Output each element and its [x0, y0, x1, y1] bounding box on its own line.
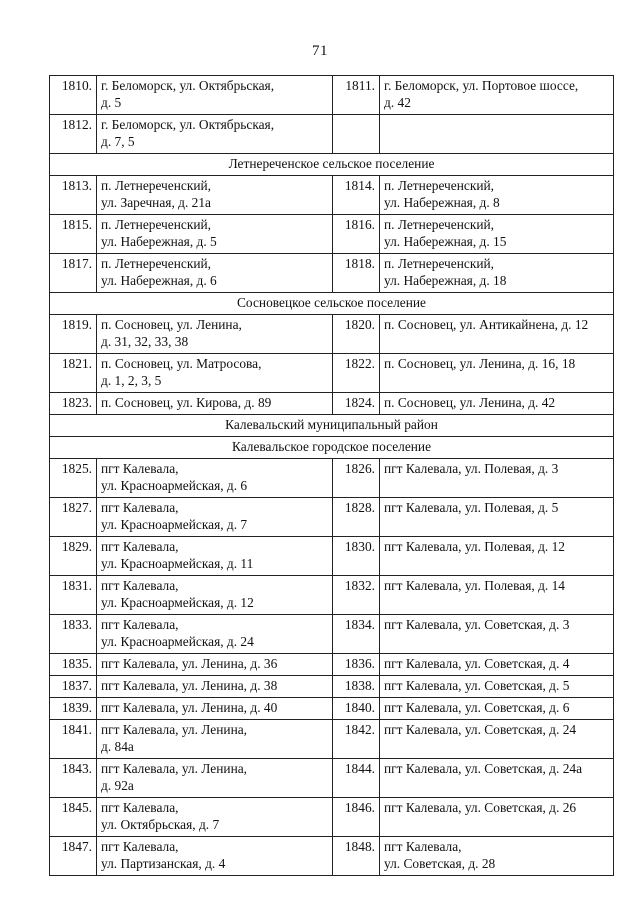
- entry-address: пгт Калевала, ул. Ленина, д. 92а: [97, 759, 333, 798]
- entry-number: 1820.: [333, 315, 380, 354]
- section-title: Калевальское городское поселение: [50, 437, 614, 459]
- table-row: [50, 115, 614, 154]
- entry-address: пгт Калевала, ул. Советская, д. 6: [380, 698, 614, 720]
- entry-address: п. Сосновец, ул. Ленина, д. 31, 32, 33, 38: [97, 315, 333, 354]
- table-row: [50, 676, 614, 698]
- table-row: [50, 498, 614, 537]
- entry-number: 1827.: [50, 498, 97, 537]
- entry-address: пгт Калевала, ул. Советская, д. 24а: [380, 759, 614, 798]
- entry-number: 1841.: [50, 720, 97, 759]
- entry-number: 1811.: [333, 76, 380, 115]
- entry-number: 1842.: [333, 720, 380, 759]
- entry-number: 1822.: [333, 354, 380, 393]
- entry-number: 1847.: [50, 837, 97, 876]
- entry-number: 1819.: [50, 315, 97, 354]
- entry-number: 1825.: [50, 459, 97, 498]
- address-table-body: [50, 76, 614, 876]
- section-header-row: [50, 415, 614, 437]
- entry-number: 1824.: [333, 393, 380, 415]
- table-row: [50, 576, 614, 615]
- section-header-row: [50, 437, 614, 459]
- entry-address: пгт Калевала, ул. Ленина, д. 40: [97, 698, 333, 720]
- entry-address: п. Сосновец, ул. Антикайнена, д. 12: [380, 315, 614, 354]
- entry-address: пгт Калевала, ул. Ленина, д. 36: [97, 654, 333, 676]
- entry-address: пгт Калевала, ул. Полевая, д. 5: [380, 498, 614, 537]
- entry-number: 1829.: [50, 537, 97, 576]
- entry-number: 1826.: [333, 459, 380, 498]
- entry-number: 1821.: [50, 354, 97, 393]
- section-header-row: [50, 293, 614, 315]
- page-number: 71: [312, 43, 328, 59]
- entry-number: 1823.: [50, 393, 97, 415]
- entry-number: 1846.: [333, 798, 380, 837]
- entry-address: п. Летнереченский, ул. Набережная, д. 8: [380, 176, 614, 215]
- entry-number: 1828.: [333, 498, 380, 537]
- entry-number: 1833.: [50, 615, 97, 654]
- entry-number: 1810.: [50, 76, 97, 115]
- table-row: [50, 176, 614, 215]
- entry-address: пгт Калевала, ул. Полевая, д. 14: [380, 576, 614, 615]
- entry-number: 1838.: [333, 676, 380, 698]
- table-row: [50, 615, 614, 654]
- table-row: [50, 798, 614, 837]
- table-row: [50, 315, 614, 354]
- section-title: Сосновецкое сельское поселение: [50, 293, 614, 315]
- entry-number: 1812.: [50, 115, 97, 154]
- table-row: [50, 76, 614, 115]
- address-table: [49, 75, 614, 876]
- entry-address: пгт Калевала, ул. Советская, д. 26: [380, 798, 614, 837]
- entry-address: п. Летнереченский, ул. Набережная, д. 15: [380, 215, 614, 254]
- entry-number: 1813.: [50, 176, 97, 215]
- table-row: [50, 837, 614, 876]
- entry-address: пгт Калевала, ул. Советская, д. 28: [380, 837, 614, 876]
- entry-number: 1835.: [50, 654, 97, 676]
- entry-number: 1818.: [333, 254, 380, 293]
- entry-address: г. Беломорск, ул. Портовое шоссе, д. 42: [380, 76, 614, 115]
- entry-number: 1836.: [333, 654, 380, 676]
- table-row: [50, 759, 614, 798]
- entry-address: пгт Калевала, ул. Полевая, д. 3: [380, 459, 614, 498]
- entry-number: 1837.: [50, 676, 97, 698]
- section-title: Летнереченское сельское поселение: [50, 154, 614, 176]
- table-row: [50, 459, 614, 498]
- entry-address: пгт Калевала, ул. Советская, д. 24: [380, 720, 614, 759]
- table-row: [50, 215, 614, 254]
- table-row: [50, 698, 614, 720]
- entry-number: 1839.: [50, 698, 97, 720]
- entry-number: 1830.: [333, 537, 380, 576]
- entry-address: пгт Калевала, ул. Красноармейская, д. 11: [97, 537, 333, 576]
- entry-address: г. Беломорск, ул. Октябрьская, д. 7, 5: [97, 115, 333, 154]
- table-row: [50, 393, 614, 415]
- entry-address: пгт Калевала, ул. Красноармейская, д. 7: [97, 498, 333, 537]
- entry-number: 1848.: [333, 837, 380, 876]
- entry-number: 1815.: [50, 215, 97, 254]
- table-row: [50, 720, 614, 759]
- entry-number: [333, 115, 380, 154]
- entry-number: 1845.: [50, 798, 97, 837]
- section-header-row: [50, 154, 614, 176]
- entry-address: п. Сосновец, ул. Кирова, д. 89: [97, 393, 333, 415]
- table-row: [50, 354, 614, 393]
- entry-address: п. Сосновец, ул. Ленина, д. 42: [380, 393, 614, 415]
- entry-address: п. Сосновец, ул. Матросова, д. 1, 2, 3, 5: [97, 354, 333, 393]
- section-title: Калевальский муниципальный район: [50, 415, 614, 437]
- entry-address: пгт Калевала, ул. Советская, д. 4: [380, 654, 614, 676]
- entry-address: пгт Калевала, ул. Полевая, д. 12: [380, 537, 614, 576]
- entry-address: п. Летнереченский, ул. Заречная, д. 21а: [97, 176, 333, 215]
- entry-address: пгт Калевала, ул. Красноармейская, д. 6: [97, 459, 333, 498]
- entry-number: 1831.: [50, 576, 97, 615]
- table-row: [50, 254, 614, 293]
- entry-address: пгт Калевала, ул. Советская, д. 5: [380, 676, 614, 698]
- entry-number: 1834.: [333, 615, 380, 654]
- entry-address: пгт Калевала, ул. Октябрьская, д. 7: [97, 798, 333, 837]
- entry-address: п. Летнереченский, ул. Набережная, д. 5: [97, 215, 333, 254]
- entry-number: 1843.: [50, 759, 97, 798]
- entry-number: 1814.: [333, 176, 380, 215]
- table-row: [50, 537, 614, 576]
- entry-address: пгт Калевала, ул. Советская, д. 3: [380, 615, 614, 654]
- entry-address: пгт Калевала, ул. Ленина, д. 84а: [97, 720, 333, 759]
- entry-address: [380, 115, 614, 154]
- entry-address: п. Летнереченский, ул. Набережная, д. 18: [380, 254, 614, 293]
- entry-address: пгт Калевала, ул. Красноармейская, д. 24: [97, 615, 333, 654]
- entry-number: 1844.: [333, 759, 380, 798]
- entry-number: 1816.: [333, 215, 380, 254]
- entry-number: 1817.: [50, 254, 97, 293]
- entry-address: г. Беломорск, ул. Октябрьская, д. 5: [97, 76, 333, 115]
- entry-address: пгт Калевала, ул. Ленина, д. 38: [97, 676, 333, 698]
- entry-address: п. Летнереченский, ул. Набережная, д. 6: [97, 254, 333, 293]
- entry-address: п. Сосновец, ул. Ленина, д. 16, 18: [380, 354, 614, 393]
- entry-address: пгт Калевала, ул. Партизанская, д. 4: [97, 837, 333, 876]
- entry-address: пгт Калевала, ул. Красноармейская, д. 12: [97, 576, 333, 615]
- entry-number: 1840.: [333, 698, 380, 720]
- table-row: [50, 654, 614, 676]
- entry-number: 1832.: [333, 576, 380, 615]
